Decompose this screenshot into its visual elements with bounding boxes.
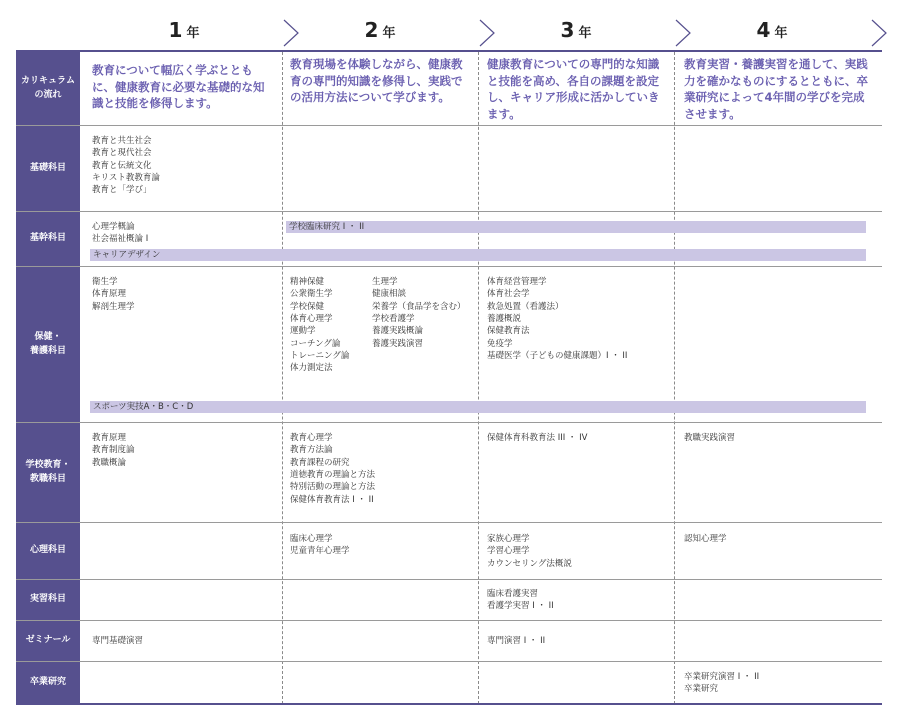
- course-item: 免疫学: [487, 338, 513, 349]
- course-item: 解剖生理学: [92, 301, 135, 312]
- row-label-text: ゼミナール: [25, 635, 71, 646]
- course-item: 児童青年心理学: [290, 546, 350, 557]
- course-item: 教育制度論: [92, 445, 135, 456]
- year-number: 2: [364, 18, 379, 42]
- course-item: 臨床看護実習: [487, 589, 539, 599]
- column-divider: [282, 52, 283, 704]
- course-item: 救急処置（看護法）: [487, 301, 564, 312]
- row-label-line: 教職科目: [29, 473, 66, 484]
- course-item: 家族心理学: [487, 534, 530, 544]
- curriculum-year4-text: 教育実習・養護実習を通して、実践力を確かなものにするとともに、卒業研究によって4年間の学びを完成させます。: [684, 57, 868, 122]
- course-item: 学校看護学: [372, 313, 415, 324]
- table-top-border: [16, 50, 882, 52]
- row-divider: [16, 125, 882, 126]
- hoken-year1-list: [92, 276, 135, 313]
- course-item: 社会福祉概論 I: [92, 234, 149, 245]
- course-item: 看護学実習 I ・ II: [487, 601, 554, 612]
- course-item: 教育方法論: [290, 445, 333, 456]
- row-label-line: カリキュラム: [21, 76, 75, 86]
- row-label-hoken: [16, 267, 80, 422]
- course-item: 生理学: [372, 277, 398, 287]
- seminar-year1-list: [92, 635, 143, 647]
- row-label-jisshu: [16, 580, 80, 620]
- row-divider: [16, 266, 882, 267]
- year-header-3: [478, 18, 674, 48]
- year-header-4: [674, 18, 870, 48]
- row-label-kyoshoku: [16, 423, 80, 522]
- course-item: 特別活動の理論と方法: [290, 482, 376, 493]
- course-item: 栄養学（食品学を含む）: [372, 301, 466, 312]
- course-bar-sports: スポーツ実技A・B・C・D: [90, 401, 866, 413]
- course-item: 衛生学: [92, 277, 118, 287]
- course-item: 体育原理: [92, 289, 127, 300]
- course-item: 精神保健: [290, 277, 325, 287]
- row-label-curriculum: [16, 52, 80, 125]
- row-label-text: 基礎科目: [29, 162, 66, 173]
- course-item: 健康相談: [372, 289, 407, 300]
- shinri-year3-list: [487, 533, 572, 570]
- course-item: 認知心理学: [684, 534, 727, 544]
- row-label-line: 養護科目: [29, 345, 66, 356]
- course-item: 保健教育法: [487, 326, 530, 337]
- course-item: 卒業研究: [684, 684, 719, 695]
- kyoshoku-year3-list: [487, 432, 587, 444]
- course-item: 教育と「学び」: [92, 185, 152, 196]
- row-divider: [16, 620, 882, 621]
- course-item: 教育課程の研究: [290, 457, 350, 468]
- course-item: 養護実践概論: [372, 326, 424, 337]
- year-header-2: [282, 18, 478, 48]
- kyoshoku-year1-list: [92, 432, 135, 469]
- row-divider: [16, 211, 882, 212]
- curriculum-year1-text: 教育について幅広く学ぶとともに、健康教育に必要な基礎的な知識と技能を修得します。: [92, 63, 265, 111]
- year-number: 3: [560, 18, 575, 42]
- row-label-line: 保健・: [34, 332, 62, 342]
- hoken-year2-list-b: [372, 276, 466, 350]
- course-item: 公衆衛生学: [290, 289, 333, 300]
- course-item: カウンセリング法概説: [487, 558, 572, 569]
- course-item: 養護実践演習: [372, 338, 424, 349]
- row-label-text: 心理科目: [29, 545, 66, 556]
- course-item: 教育心理学: [290, 433, 333, 443]
- row-label-shinri: [16, 523, 80, 579]
- jisshu-year3-list: [487, 588, 554, 613]
- course-item: 道徳教育の理論と方法: [290, 469, 376, 480]
- course-bar-rinsho: 学校臨床研究 I ・ II: [286, 221, 866, 233]
- row-label-kiso: [16, 126, 80, 211]
- course-item: 卒業研究演習 I ・ II: [684, 672, 760, 682]
- row-divider: [16, 579, 882, 580]
- year-suffix: 年: [382, 26, 396, 41]
- year-number: 4: [756, 18, 771, 42]
- row-label-line: 学校教育・: [25, 460, 71, 470]
- curriculum-year2-text: 教育現場を体験しながら、健康教育の専門的知識を修得し、実践での活用方法について学びます。: [290, 57, 463, 105]
- shinri-year2-list: [290, 533, 350, 558]
- kyoshoku-year2-list: [290, 432, 375, 506]
- row-divider: [16, 422, 882, 423]
- year-suffix: 年: [774, 26, 788, 41]
- row-label-sotsuken: [16, 662, 80, 704]
- course-item: 体育経営管理学: [487, 277, 547, 287]
- course-item: 基礎医学（子どもの健康課題）I ・ II: [487, 350, 628, 361]
- course-item: 体力測定法: [290, 363, 333, 374]
- curriculum-year3-text: 健康教育についての専門的な知識と技能を高め、各自の課題を設定し、キャリア形成に活かしていきます。: [487, 57, 660, 122]
- course-item: 教育と伝統文化: [92, 160, 152, 171]
- row-label-seminar: [16, 621, 80, 661]
- course-item: 専門基礎演習: [92, 636, 144, 646]
- course-item: 教職実践演習: [684, 433, 736, 443]
- row-label-text: 基幹科目: [29, 233, 66, 244]
- course-bar-career: キャリアデザイン: [90, 249, 866, 261]
- chevron-right-icon: [868, 18, 890, 48]
- shinri-year4-list: [684, 533, 727, 545]
- course-item: 保健体育科教育法 III ・ IV: [487, 433, 588, 443]
- year-suffix: 年: [578, 26, 592, 41]
- course-item: 体育社会学: [487, 289, 530, 300]
- table-bottom-border: [16, 703, 882, 705]
- seminar-year3-list: [487, 635, 545, 647]
- year-suffix: 年: [186, 26, 200, 41]
- row-label-line: の流れ: [34, 89, 62, 100]
- year-header-1: [86, 18, 282, 48]
- course-item: 保健体育教育法 I ・ II: [290, 494, 374, 505]
- course-item: 教育と共生社会: [92, 136, 152, 146]
- hoken-year3-list: [487, 276, 627, 362]
- course-item: 体育心理学: [290, 313, 333, 324]
- hoken-year2-list-a: [290, 276, 349, 375]
- course-item: コーチング論: [290, 338, 341, 349]
- row-label-text: 実習科目: [29, 594, 66, 605]
- kyoshoku-year4-list: [684, 432, 735, 444]
- year-number: 1: [168, 18, 183, 42]
- kikan-year1-list: [92, 221, 148, 246]
- course-item: 臨床心理学: [290, 534, 333, 544]
- row-label-kikan: [16, 212, 80, 266]
- course-item: 運動学: [290, 326, 316, 337]
- course-item: 教育と現代社会: [92, 148, 152, 159]
- course-item: キリスト教教育論: [92, 172, 160, 183]
- sotsuken-year4-list: [684, 671, 759, 696]
- course-item: 心理学概論: [92, 222, 135, 232]
- course-item: 教職概論: [92, 457, 127, 468]
- course-item: 教育原理: [92, 433, 127, 443]
- course-item: 養護概説: [487, 313, 522, 324]
- course-item: 専門演習 I ・ II: [487, 636, 546, 646]
- column-divider: [478, 52, 479, 704]
- course-item: 学校保健: [290, 301, 325, 312]
- row-label-text: 卒業研究: [29, 677, 66, 688]
- kiso-year1-list: [92, 135, 160, 197]
- column-divider: [674, 52, 675, 704]
- row-divider: [16, 661, 882, 662]
- course-item: トレーニング論: [290, 350, 350, 361]
- course-item: 学習心理学: [487, 546, 530, 557]
- row-divider: [16, 522, 882, 523]
